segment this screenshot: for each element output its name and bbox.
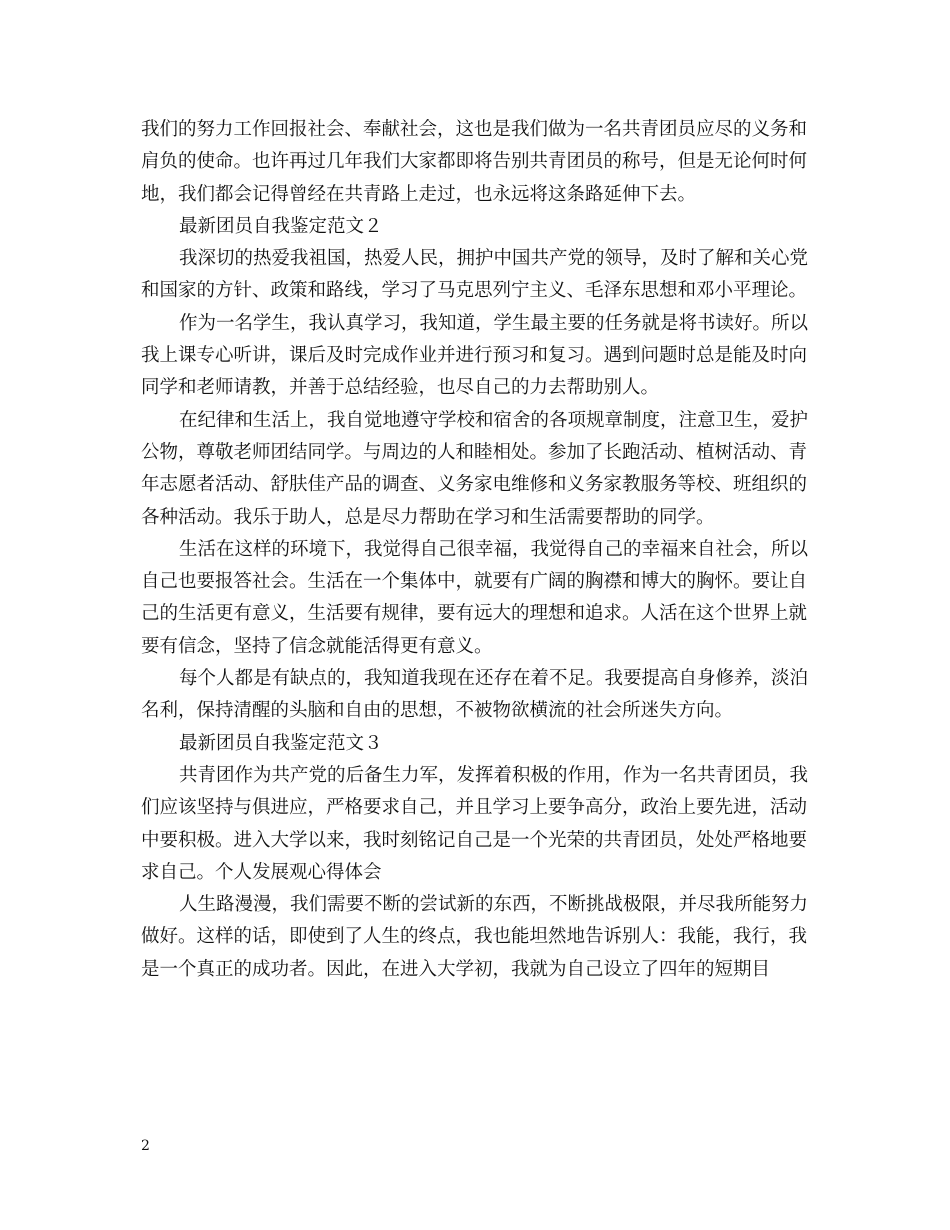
paragraph: 每个人都是有缺点的，我知道我现在还存在着不足。我要提高自身修养，淡泊名利，保持清醒的头脑和自由的思想，不被物欲横流的社会所迷失方向。 (141, 668, 809, 722)
paragraph: 我深切的热爱我祖国，热爱人民，拥护中国共产党的领导，及时了解和关心党和国家的方针、政策和路线，学习了马克思列宁主义、毛泽东思想和邓小平理论。 (141, 248, 809, 302)
page-number: 2 (141, 1138, 150, 1154)
paragraph: 作为一名学生，我认真学习，我知道，学生最主要的任务就是将书读好。所以我上课专心听讲，课后及时完成作业并进行预习和复习。遇到问题时总是能及时向同学和老师请教，并善于总结经验，也尽自己的力去帮助别人。 (141, 312, 809, 399)
paragraph: 在纪律和生活上，我自觉地遵守学校和宿舍的各项规章制度，注意卫生，爱护公物，尊敬老师团结同学。与周边的人和睦相处。参加了长跑活动、植树活动、青年志愿者活动、舒肤佳产品的调查、义务家电维修和义务家教服务等校、班组织的各种活动。我乐于助人，总是尽力帮助在学习和生活需要帮助的同学。 (141, 409, 809, 528)
paragraph: 人生路漫漫，我们需要不断的尝试新的东西，不断挑战极限，并尽我所能努力做好。这样的话，即使到了人生的终点，我也能坦然地告诉别人：我能，我行，我是一个真正的成功者。因此，在进入大学初，我就为自己设立了四年的短期目 (141, 894, 809, 980)
document-body (141, 114, 811, 986)
paragraph-continuation: 我们的努力工作回报社会、奉献社会，这也是我们做为一名共青团员应尽的义务和肩负的使命。也许再过几年我们大家都即将告别共青团员的称号，但是无论何时何地，我们都会记得曾经在共青路上走过，也永远将这条路延伸下去。 (141, 119, 808, 205)
paragraph: 生活在这样的环境下，我觉得自己很幸福，我觉得自己的幸福来自社会，所以自己也要报答社会。生活在一个集体中，就要有广阔的胸襟和博大的胸怀。要让自己的生活更有意义，生活要有规律，要有远大的理想和追求。人活在这个世界上就要有信念，坚持了信念就能活得更有意义。 (141, 538, 809, 657)
section-heading-3: 最新团员自我鉴定范文３ (179, 732, 383, 754)
paragraph: 共青团作为共产党的后备生力军，发挥着积极的作用，作为一名共青团员，我们应该坚持与俱进应，严格要求自己，并且学习上要争高分，政治上要先进，活动中要积极。进入大学以来，我时刻铭记自己是一个光荣的共青团员，处处严格地要求自己。个人发展观心得体会 (141, 764, 809, 883)
section-heading-2: 最新团员自我鉴定范文２ (179, 215, 383, 237)
